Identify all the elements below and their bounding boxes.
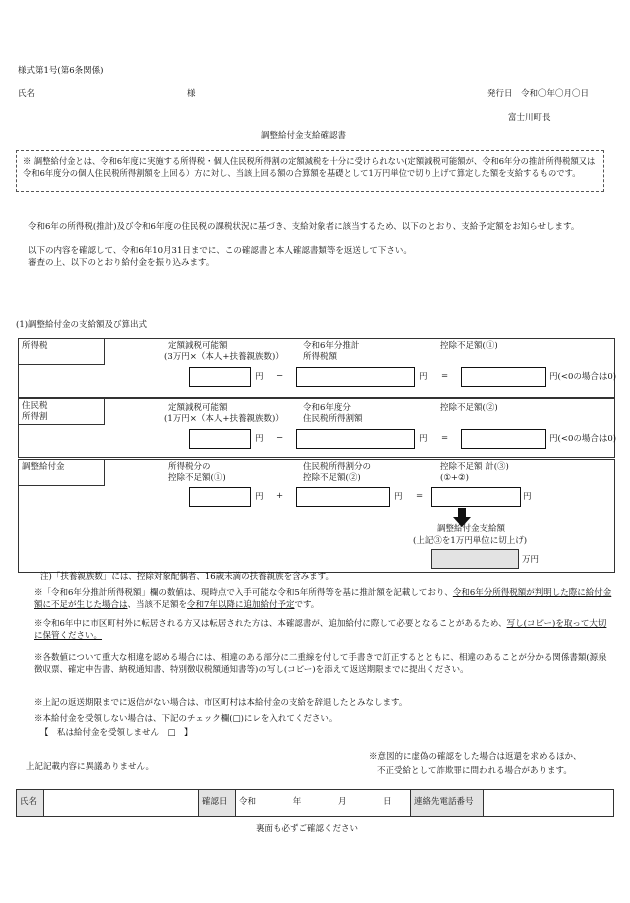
- phone-label: 連絡先電話番号: [411, 790, 484, 817]
- equals-sign: =: [441, 371, 449, 381]
- issuer: 富士川町長: [508, 113, 551, 123]
- resident-col2-sub: 住民税所得割額: [303, 414, 363, 424]
- month-label: 月: [337, 797, 347, 808]
- income-col1-title: 定額減税可能額: [168, 341, 228, 351]
- income-col3-title: 控除不足額(①): [440, 341, 498, 351]
- confirm-date-field[interactable]: [236, 790, 411, 817]
- yen-unit: 円: [419, 372, 428, 382]
- income-col2-sub: 所得税額: [303, 352, 338, 362]
- income-col2-title: 令和6年分推計: [303, 341, 360, 351]
- income-zero-note: 円(<0の場合は0): [549, 372, 617, 382]
- resident-shortfall-field[interactable]: [461, 429, 546, 449]
- adjust-income-shortfall-field[interactable]: [189, 487, 251, 507]
- adjust-col3-sub: (①+②): [440, 473, 469, 483]
- note-4: ※上記の返送期限までに返信がない場合は、市区町村は本給付金の支給を辞退したとみなします。: [34, 698, 408, 708]
- note-3: ※各数値について重大な相違を認める場合には、相違のある部分に二重線を付して手書きで訂正するとともに、相違のあることが分かる関係書類(源泉徴収票、確定申告書、納税通知書、特別徴収税額通知書等)の写し(コピー)を添えて返送期限までに提出ください。: [34, 653, 607, 676]
- minus-sign: −: [276, 433, 284, 443]
- adjust-col3-title: 控除不足額 計(③): [440, 462, 509, 472]
- minus-sign: −: [276, 371, 284, 381]
- income-estimate-field[interactable]: [296, 367, 415, 387]
- resident-col3-title: 控除不足額(②): [440, 403, 498, 413]
- payment-amount-field[interactable]: [431, 549, 519, 569]
- notice-box: ※ 調整給付金とは、令和6年度に実施する所得税・個人住民税所得割の定額減税を十分に受けられない(定額減税可能額が、令和6年分の推計所得税額又は令和6年度分の個人住民税所得割額を上回る）方に対し、当該上回る額の合算額を基礎として1万円単位で切り上げて算定した額を支給するものです。: [16, 150, 604, 192]
- resident-col1-formula: (1万円×（本人+扶養親族数)）: [164, 414, 284, 424]
- plus-sign: +: [276, 491, 284, 501]
- resident-zero-note: 円(<0の場合は0): [549, 434, 617, 444]
- note-5: ※本給付金を受領しない場合は、下記のチェック欄(□)にレを入れてください。: [34, 714, 338, 724]
- yen-unit: 円: [255, 492, 264, 502]
- manyen-unit: 万円: [522, 555, 540, 565]
- payment-rounding: (上記③を1万円単位に切上げ): [413, 536, 528, 546]
- note-1b: 令和6年分所得: [452, 588, 510, 598]
- decline-checkbox-line[interactable]: 【 私は給付金を受領しません □ 】: [40, 728, 193, 738]
- income-tax-label: 所得税: [19, 339, 105, 365]
- income-deduction-field[interactable]: [189, 367, 251, 387]
- equals-sign: =: [441, 433, 449, 443]
- resident-label-line2: 所得割: [22, 411, 48, 422]
- warning-line-2: 不正受給として詐欺罪に問われる場合があります。: [377, 766, 572, 776]
- adjustment-label: 調整給付金: [19, 460, 105, 486]
- resident-col1-title: 定額減税可能額: [168, 403, 228, 413]
- section-title: (1)調整給付金の支給額及び算出式: [16, 320, 148, 330]
- agreement-text: 上記記載内容に異議ありません。: [26, 762, 155, 772]
- recipient-suffix: 様: [187, 89, 196, 99]
- resident-col2-title: 令和6年度分: [303, 403, 351, 413]
- equals-sign: =: [416, 491, 424, 501]
- note-1f: です。: [294, 600, 320, 611]
- note-1c: 税額が判明した際に給付金額に不足が生じた場合は: [34, 588, 612, 611]
- recipient-name-label: 氏名: [18, 89, 36, 99]
- resident-tax-label: [19, 399, 105, 425]
- intro-paragraph-1: 令和6年の所得税(推計)及び令和6年度の住民税の課税状況に基づき、支給対象者に該当するため、以下のとおり、支給予定額をお知らせします。: [28, 222, 580, 232]
- adjust-col1-sub: 控除不足額(①): [168, 473, 226, 483]
- era-label: 令和: [239, 797, 257, 808]
- issue-date: 発行日 令和〇年〇月〇日: [487, 89, 590, 99]
- page-title: 調整給付金支給確認書: [261, 131, 347, 141]
- income-shortfall-field[interactable]: [461, 367, 546, 387]
- back-page-note: 裏面も必ずご確認ください: [256, 824, 359, 834]
- adjust-col2-sub: 控除不足額(②): [303, 473, 361, 483]
- resident-label-line1: 住民税: [22, 401, 48, 411]
- phone-field[interactable]: [484, 790, 614, 817]
- signature-table: [16, 789, 614, 817]
- payment-title: 調整給付金支給額: [437, 524, 506, 534]
- signature-name-field[interactable]: [44, 790, 199, 817]
- note-1e: 令和7年以降に追加給付予定: [187, 600, 295, 611]
- note-2: [34, 618, 614, 643]
- note-1: [34, 587, 614, 612]
- form-number: 様式第1号(第6条関係): [18, 66, 104, 76]
- adjust-resident-shortfall-field[interactable]: [296, 487, 390, 507]
- note-1a: ※「令和6年分推計所得税額」欄の数値は、現時点で入手可能な令和5年所得等を基に推計額を記載しており、: [34, 588, 453, 598]
- yen-unit: 円: [419, 434, 428, 444]
- resident-deduction-field[interactable]: [189, 429, 251, 449]
- day-label: 日: [383, 797, 392, 808]
- confirm-date-label: 確認日: [199, 790, 236, 817]
- yen-unit: 円: [523, 492, 532, 502]
- year-label: 年: [292, 797, 302, 808]
- yen-unit: 円: [394, 492, 403, 502]
- signature-name-label: 氏名: [17, 790, 44, 817]
- resident-tax-field[interactable]: [296, 429, 415, 449]
- note-2b: 写し(コピー)を取って大切に保管ください。: [34, 619, 607, 642]
- adjust-col1-title: 所得税分の: [168, 462, 211, 472]
- intro-paragraph-2: 以下の内容を確認して、令和6年10月31日までに、この確認書と本人確認書類等を返送して下さい。: [28, 246, 412, 256]
- adjust-col2-title: 住民税所得割分の: [303, 462, 372, 472]
- yen-unit: 円: [255, 372, 264, 382]
- income-col1-formula: (3万円×（本人+扶養親族数)）: [164, 352, 284, 362]
- yen-unit: 円: [255, 434, 264, 444]
- intro-paragraph-3: 審査の上、以下のとおり給付金を振り込みます。: [28, 258, 215, 268]
- warning-line-1: ※意図的に虚偽の確認をした場合は返還を求めるほか、: [369, 752, 582, 762]
- adjust-total-field[interactable]: [431, 487, 521, 507]
- note-2a: ※令和6年中に市区町村外に転居される方又は転居された方は、本確認書が、追加給付に際して必要となることがあるため、: [34, 619, 507, 629]
- footnote: 注)「扶養親族数」には、控除対象配偶者、16歳未満の扶養親族を含みます。: [40, 572, 334, 582]
- note-1d: 、当該不足額を: [127, 600, 188, 611]
